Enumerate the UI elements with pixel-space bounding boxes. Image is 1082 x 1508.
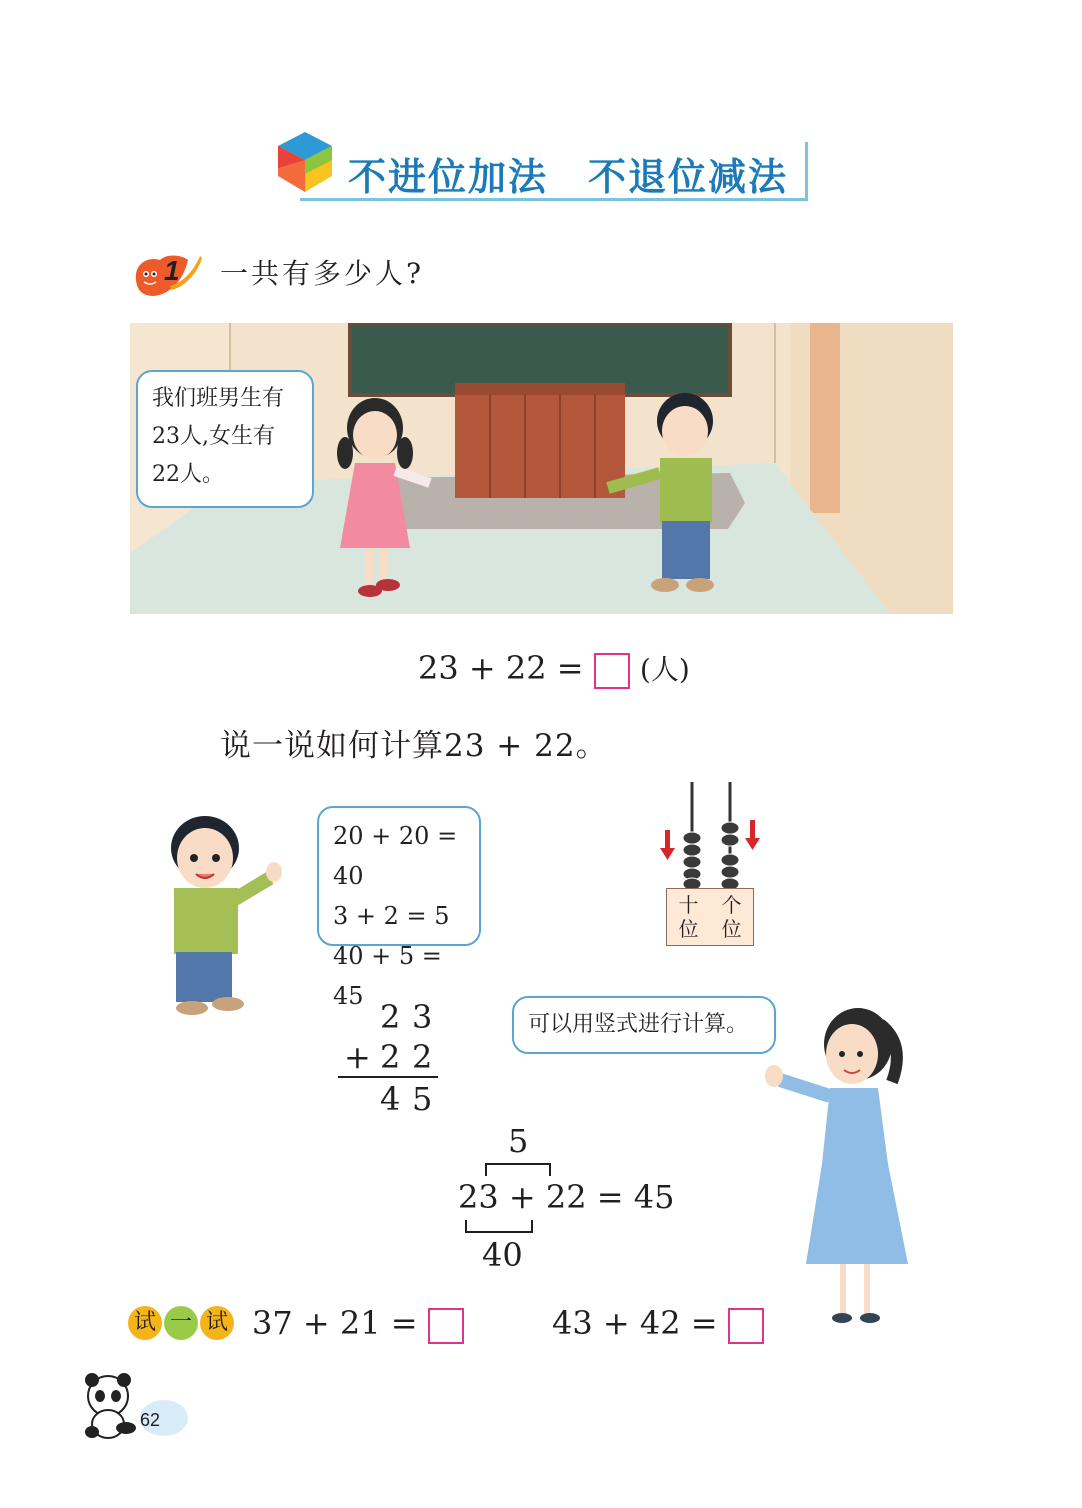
plus-sign: + xyxy=(344,1038,371,1076)
instruction-text: 说一说如何计算23 + 22。 xyxy=(220,728,608,764)
bubble-line: 40 + 5 = 45 xyxy=(333,942,442,1010)
tens-label: 十 位 xyxy=(678,893,699,941)
digit: 4 xyxy=(380,1080,401,1118)
decomposition-top: 5 xyxy=(508,1122,529,1160)
abacus-label xyxy=(666,888,754,946)
teacher-speech-bubble: 可以用竖式进行计算。 xyxy=(512,996,776,1054)
digit: 2 xyxy=(412,1038,433,1076)
bubble-line: 23人,女生有 xyxy=(152,424,275,449)
bubble-line: 22人。 xyxy=(152,462,224,487)
answer-box[interactable] xyxy=(428,1308,464,1344)
digit: 3 xyxy=(412,998,433,1036)
page-title: 不进位加法 不退位减法 xyxy=(348,155,789,199)
equation-unit: (人) xyxy=(639,653,690,686)
boy-illustration xyxy=(160,810,300,1022)
try-badge-char: 试 xyxy=(128,1306,162,1340)
classroom-illustration xyxy=(130,323,953,614)
arrow-down-icon xyxy=(660,820,760,860)
top-bracket xyxy=(480,1158,560,1178)
boy-speech-bubble xyxy=(317,806,481,1010)
bubble-line: 3 + 2 = 5 xyxy=(333,902,450,930)
try-equation-1: 37 + 21 = xyxy=(252,1304,464,1344)
digit: 5 xyxy=(412,1080,433,1118)
equation-left: 23 + 22 = xyxy=(418,649,584,687)
page-number: 62 xyxy=(140,1410,161,1430)
panda-icon xyxy=(78,1370,190,1442)
sum-line xyxy=(338,1076,438,1078)
answer-box[interactable] xyxy=(728,1308,764,1344)
example-number: 1 xyxy=(164,255,180,286)
bubble-line: 我们班男生有 xyxy=(152,386,285,411)
abacus xyxy=(650,778,770,890)
try-equation-2: 43 + 42 = xyxy=(552,1304,764,1344)
decomposition-equation: 23 + 22 = 45 xyxy=(458,1178,675,1216)
main-equation xyxy=(418,648,690,689)
teacher-illustration xyxy=(760,1004,910,1330)
girl-speech-bubble xyxy=(136,370,314,508)
try-badge-char: 试 xyxy=(200,1306,234,1340)
decomposition-bottom: 40 xyxy=(482,1236,523,1274)
digit: 2 xyxy=(380,998,401,1036)
try-badge-char: 一 xyxy=(164,1306,198,1340)
bottom-bracket xyxy=(460,1218,540,1238)
bubble-line: 20 + 20 = 40 xyxy=(333,822,458,890)
cube-icon xyxy=(276,130,334,194)
example-question: 一共有多少人? xyxy=(220,257,425,290)
digit: 2 xyxy=(380,1038,401,1076)
example-badge-icon xyxy=(128,250,204,300)
try-badge xyxy=(128,1306,236,1342)
ones-label: 个 位 xyxy=(721,893,742,941)
answer-box[interactable] xyxy=(594,653,630,689)
